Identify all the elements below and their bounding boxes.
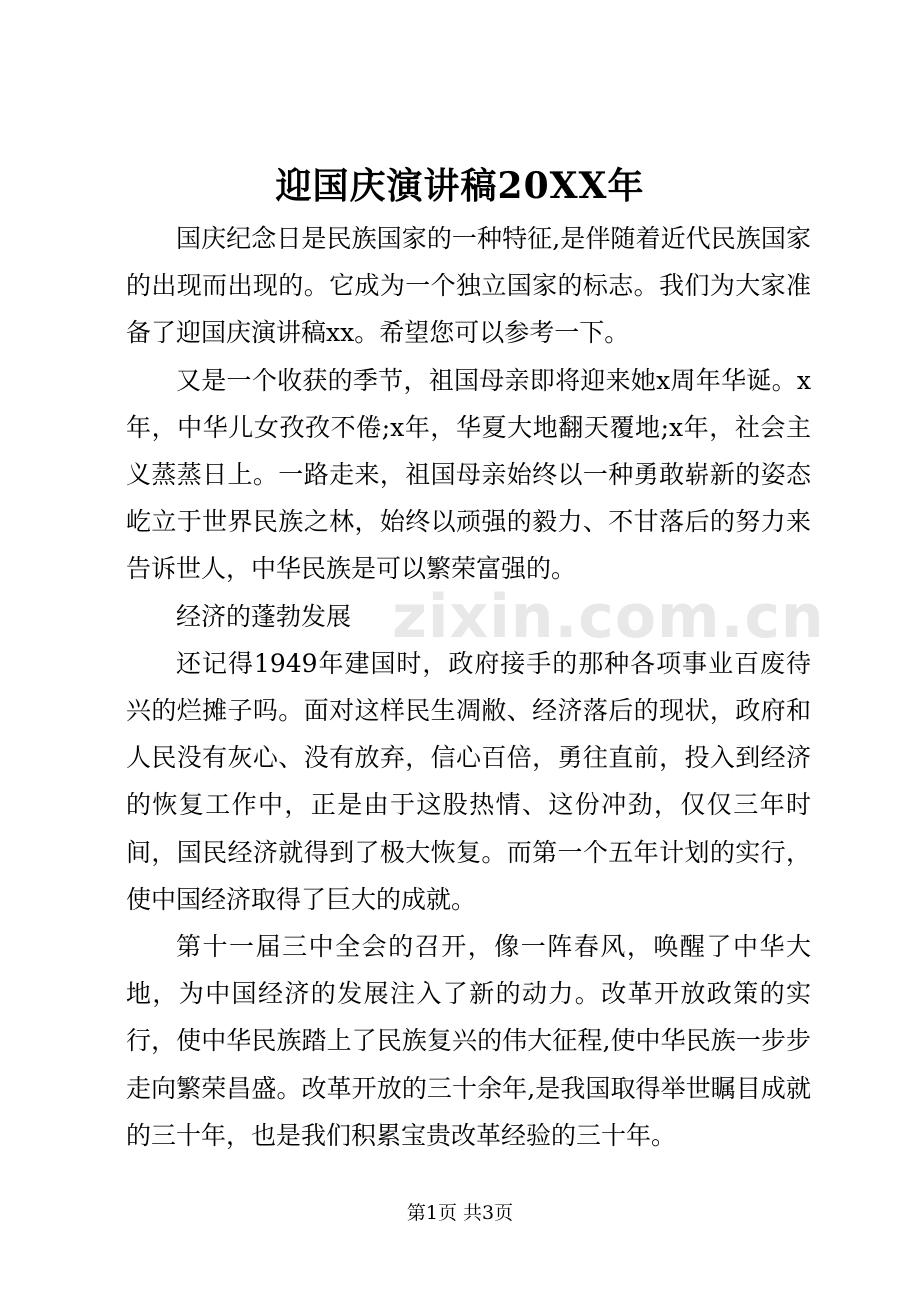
paragraph-intro: 国庆纪念日是民族国家的一种特征,是伴随着近代民族国家的出现而出现的。它成为一个独立国家的标志。我们为大家准备了迎国庆演讲稿xx。希望您可以参考一下。 — [126, 224, 811, 348]
document-body — [126, 215, 811, 1159]
paragraph-reform: 第十一届三中全会的召开，像一阵春风，唤醒了中华大地，为中国经济的发展注入了新的动力。改革开放政策的实行，使中华民族踏上了民族复兴的伟大征程,使中华民族一步步走向繁荣昌盛。改革开放的三十余年,是我国取得举世瞩目成就的三十年，也是我们积累宝贵改革经验的三十年。 — [126, 932, 811, 1150]
document-title: 迎国庆演讲稿20XX年 — [275, 165, 645, 207]
watermark: zixin.com.cn — [392, 582, 825, 652]
page-footer: 第1页 共3页 — [406, 1202, 514, 1224]
paragraph-1949: 还记得1949年建国时，政府接手的那种各项事业百废待兴的烂摊子吗。面对这样民生凋敝、经济落后的现状，政府和人民没有灰心、没有放弃，信心百倍，勇往直前，投入到经济的恢复工作中，正是由于这股热情、这份冲劲，仅仅三年时间，国民经济就得到了极大恢复。而第一个五年计划的实行，使中国经济取得了巨大的成就。 — [126, 648, 811, 914]
paragraph-harvest: 又是一个收获的季节，祖国母亲即将迎来她x周年华诞。x年，中华儿女孜孜不倦;x年，华夏大地翻天覆地;x年，社会主义蒸蒸日上。一路走来，祖国母亲始终以一种勇敢崭新的姿态屹立于世界民族之林，始终以顽强的毅力、不甘落后的努力来告诉世人，中华民族是可以繁荣富强的。 — [126, 365, 811, 584]
section-heading-economy: 经济的蓬勃发展 — [176, 601, 352, 631]
